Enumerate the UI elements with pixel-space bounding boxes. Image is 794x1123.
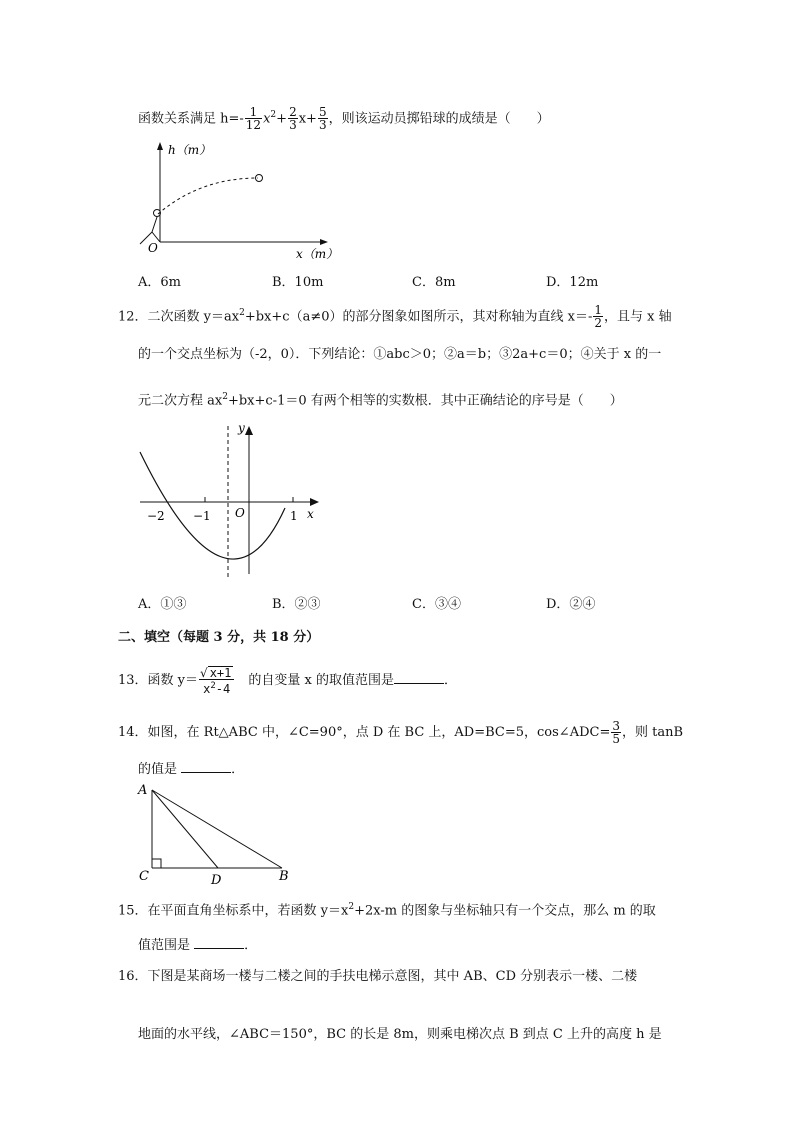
q11-option-c[interactable]: C．8m [412,275,456,290]
q12-option-b[interactable]: B．②③ [272,597,321,612]
y-axis-label: h（m） [168,143,212,157]
tick-label-m1: −1 [193,509,211,523]
fraction: $\frac{1}{2}$ [594,303,602,331]
fraction: $\frac{3}{5}$ [612,719,620,746]
q11-stem: 函数关系满足 h=- $\frac{1}{12}$ $x^2+$ $\frac{2}{3}$ x+ $\frac{5}{3}$ ，则该运动员掷铅球的成绩是（ ） [138,105,550,133]
q16-line1: 16．下图是某商场一楼与二楼之间的手扶电梯示意图，其中 AB、CD 分别表示一楼、二楼 [118,969,638,984]
q15-line2: 值范围是 ． [138,938,258,953]
x-axis-label: x（m） [296,247,339,261]
label-A: A [138,783,148,798]
tick-label-m2: −2 [147,509,165,523]
x-axis-arrow [320,239,328,245]
q12-figure [135,418,335,583]
section-title: 二、填空（每题 3 分，共 18 分） [118,630,320,645]
q15-line1: 15．在平面直角坐标系中，若函数 $y=x^2+2x-m$ 的图象与坐标轴只有一个交点，那么 m 的取 [118,902,656,919]
trajectory-curve [158,178,258,214]
q16-line2: 地面的水平线，∠ABC＝150°，BC 的长是 8m，则乘电梯次点 B 到点 C 上升的高度 h 是 [138,1027,662,1042]
label-D: D [211,873,222,888]
answer-blank[interactable] [194,936,244,949]
parabola [140,452,285,559]
q12-option-d[interactable]: D．②④ [546,597,596,612]
answer-blank[interactable] [394,671,444,684]
q14-line1: 14．如图，在 Rt△ABC 中，∠C=90°，点 D 在 BC 上，AD=BC=5，cos∠ADC= $\frac{3}{5}$ ，则 tanB [118,719,684,746]
right-angle-mark [152,859,161,868]
q11-option-d[interactable]: D．12m [546,275,599,290]
q13-line: 13．函数 y＝ $\frac{√ x+1}{x^2-4}$ 的自变量 x 的取值范围是 ． [118,666,457,696]
y-axis-label: y [238,421,245,435]
q12-option-c[interactable]: C．③④ [412,597,461,612]
tick-label-1: 1 [290,509,298,523]
x-axis-label: x [307,507,314,521]
y-axis-arrow [157,142,163,150]
q11-option-a[interactable]: A．6m [138,275,181,290]
x-axis-arrow [310,498,319,506]
fraction: $\frac{2}{3}$ [289,105,297,133]
segment-AD [152,790,218,868]
q11-figure [130,138,370,263]
side-AB [152,790,282,868]
fraction: $\frac{1}{12}$ [245,105,262,133]
answer-blank[interactable] [181,760,231,773]
origin-label: O [148,241,158,255]
q12-line1: 12．二次函数 $y=ax^2+bx+c(a\ne 0)$的部分图象如图所示，其对称轴为直线 x＝- $\frac{1}{2}$ ，且与 x 轴 [118,303,672,331]
fraction: $\frac{√ x+1}{x^2-4}$ [199,666,234,695]
origin-label: O [235,506,245,520]
y-axis-arrow [245,426,253,435]
label-B: B [279,869,289,884]
label-C: C [139,869,149,884]
fraction: $\frac{5}{3}$ [318,105,327,133]
thrower-body [152,217,157,232]
q12-line2: 的一个交点坐标为（-2，0）．下列结论：①abc＞0；②a＝b；③2a+c＝0；④关于 x 的一 [138,347,662,362]
q14-line2: 的值是 ． [138,762,245,777]
q12-option-a[interactable]: A．①③ [138,597,187,612]
q12-line3: 元二次方程 $ax^2+bx+c-1=0$ 有两个相等的实数根．其中正确结论的序号是（ ） [138,392,623,409]
shot-ball-end [256,175,263,182]
q11-option-b[interactable]: B．10m [272,275,324,290]
q14-figure [134,780,304,890]
